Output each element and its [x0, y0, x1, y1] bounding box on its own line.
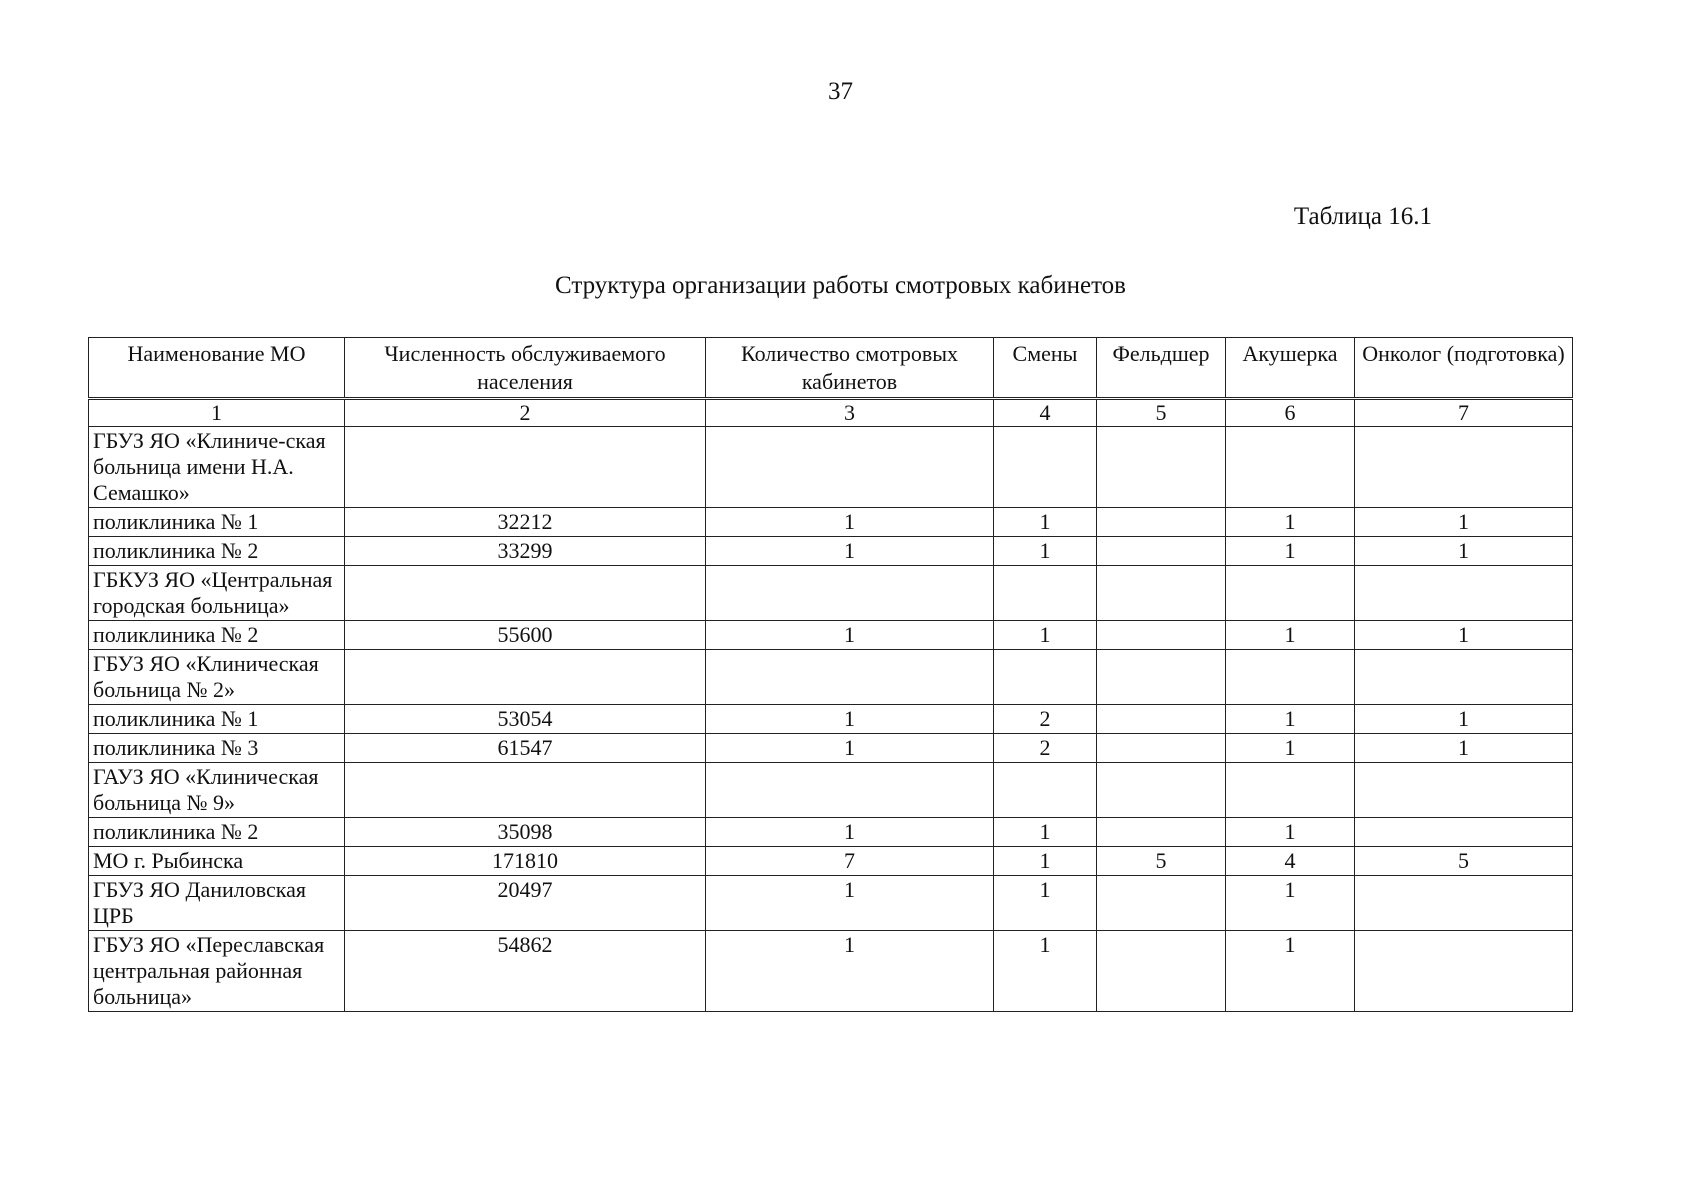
paramedic-cell: 5: [1097, 847, 1226, 876]
paramedic-cell: [1097, 818, 1226, 847]
paramedic-cell: [1097, 621, 1226, 650]
shifts-cell: [994, 763, 1097, 818]
population-cell: [345, 650, 706, 705]
oncologist-cell: [1355, 931, 1573, 1012]
shifts-cell: [994, 427, 1097, 508]
population-cell: 54862: [345, 931, 706, 1012]
rooms-cell: 1: [706, 876, 994, 931]
mo-name-cell: ГБУЗ ЯО Даниловская ЦРБ: [89, 876, 345, 931]
mo-name-cell: поликлиника № 3: [89, 734, 345, 763]
population-cell: 171810: [345, 847, 706, 876]
column-number-row: [89, 399, 1573, 427]
oncologist-cell: [1355, 876, 1573, 931]
population-cell: [345, 427, 706, 508]
oncologist-cell: 5: [1355, 847, 1573, 876]
table-row: [89, 931, 1573, 1012]
table-row: [89, 508, 1573, 537]
population-cell: 32212: [345, 508, 706, 537]
table-row: [89, 734, 1573, 763]
mo-name-cell: поликлиника № 2: [89, 818, 345, 847]
paramedic-cell: [1097, 931, 1226, 1012]
mo-name-cell: поликлиника № 2: [89, 537, 345, 566]
table-row: [89, 763, 1573, 818]
shifts-cell: 2: [994, 734, 1097, 763]
population-cell: 61547: [345, 734, 706, 763]
paramedic-cell: [1097, 650, 1226, 705]
midwife-cell: [1226, 427, 1355, 508]
table-row: [89, 650, 1573, 705]
rooms-cell: 1: [706, 508, 994, 537]
population-cell: 53054: [345, 705, 706, 734]
paramedic-cell: [1097, 537, 1226, 566]
shifts-cell: 2: [994, 705, 1097, 734]
shifts-cell: 1: [994, 508, 1097, 537]
paramedic-cell: [1097, 508, 1226, 537]
oncologist-cell: [1355, 650, 1573, 705]
paramedic-cell: [1097, 427, 1226, 508]
rooms-cell: [706, 650, 994, 705]
header-row: [89, 338, 1573, 399]
oncologist-cell: 1: [1355, 705, 1573, 734]
oncologist-cell: 1: [1355, 537, 1573, 566]
midwife-cell: 1: [1226, 876, 1355, 931]
midwife-cell: [1226, 763, 1355, 818]
table-row: [89, 427, 1573, 508]
shifts-cell: 1: [994, 931, 1097, 1012]
table-row: [89, 818, 1573, 847]
mo-name-cell: МО г. Рыбинска: [89, 847, 345, 876]
population-cell: 35098: [345, 818, 706, 847]
column-number: 1: [89, 399, 345, 427]
mo-name-cell: поликлиника № 1: [89, 508, 345, 537]
rooms-cell: 1: [706, 705, 994, 734]
rooms-cell: 1: [706, 818, 994, 847]
paramedic-cell: [1097, 566, 1226, 621]
mo-name-cell: поликлиника № 1: [89, 705, 345, 734]
rooms-cell: 1: [706, 621, 994, 650]
rooms-cell: [706, 763, 994, 818]
examination-rooms-table: [88, 337, 1573, 1012]
population-cell: 20497: [345, 876, 706, 931]
header-cell: Фельдшер: [1097, 338, 1226, 399]
table-row: [89, 705, 1573, 734]
paramedic-cell: [1097, 705, 1226, 734]
midwife-cell: 1: [1226, 734, 1355, 763]
midwife-cell: 1: [1226, 537, 1355, 566]
oncologist-cell: [1355, 763, 1573, 818]
table-row: [89, 566, 1573, 621]
column-number: 5: [1097, 399, 1226, 427]
shifts-cell: 1: [994, 818, 1097, 847]
table-row: [89, 621, 1573, 650]
midwife-cell: 1: [1226, 621, 1355, 650]
shifts-cell: 1: [994, 876, 1097, 931]
mo-name-cell: ГБУЗ ЯО «Клиниче-ская больница имени Н.А. Семашко»: [89, 427, 345, 508]
mo-name-cell: поликлиника № 2: [89, 621, 345, 650]
shifts-cell: 1: [994, 847, 1097, 876]
header-cell: Онколог (подготовка): [1355, 338, 1573, 399]
rooms-cell: 1: [706, 537, 994, 566]
midwife-cell: 1: [1226, 818, 1355, 847]
rooms-cell: [706, 566, 994, 621]
midwife-cell: [1226, 566, 1355, 621]
midwife-cell: 4: [1226, 847, 1355, 876]
rooms-cell: 1: [706, 734, 994, 763]
shifts-cell: [994, 566, 1097, 621]
oncologist-cell: 1: [1355, 621, 1573, 650]
table-label: Таблица 16.1: [1293, 203, 1432, 230]
mo-name-cell: ГАУЗ ЯО «Клиническая больница № 9»: [89, 763, 345, 818]
population-cell: 33299: [345, 537, 706, 566]
paramedic-cell: [1097, 763, 1226, 818]
table-row: [89, 537, 1573, 566]
mo-name-cell: ГБКУЗ ЯО «Центральная городская больница»: [89, 566, 345, 621]
table-row: [89, 847, 1573, 876]
shifts-cell: [994, 650, 1097, 705]
header-cell: Количество смотровых кабинетов: [706, 338, 994, 399]
column-number: 2: [345, 399, 706, 427]
table-row: [89, 876, 1573, 931]
column-number: 4: [994, 399, 1097, 427]
header-cell: Акушерка: [1226, 338, 1355, 399]
oncologist-cell: 1: [1355, 508, 1573, 537]
header-cell: Численность обслуживаемого населения: [345, 338, 706, 399]
document-title: Структура организации работы смотровых кабинетов: [555, 272, 1126, 299]
population-cell: [345, 763, 706, 818]
population-cell: 55600: [345, 621, 706, 650]
midwife-cell: 1: [1226, 705, 1355, 734]
shifts-cell: 1: [994, 621, 1097, 650]
header-cell: Смены: [994, 338, 1097, 399]
shifts-cell: 1: [994, 537, 1097, 566]
midwife-cell: 1: [1226, 508, 1355, 537]
rooms-cell: 1: [706, 931, 994, 1012]
header-cell: Наименование МО: [89, 338, 345, 399]
oncologist-cell: [1355, 566, 1573, 621]
column-number: 6: [1226, 399, 1355, 427]
oncologist-cell: [1355, 818, 1573, 847]
paramedic-cell: [1097, 876, 1226, 931]
oncologist-cell: 1: [1355, 734, 1573, 763]
population-cell: [345, 566, 706, 621]
column-number: 3: [706, 399, 994, 427]
column-number: 7: [1355, 399, 1573, 427]
page-number: 37: [828, 78, 853, 105]
oncologist-cell: [1355, 427, 1573, 508]
mo-name-cell: ГБУЗ ЯО «Клиническая больница № 2»: [89, 650, 345, 705]
rooms-cell: 7: [706, 847, 994, 876]
rooms-cell: [706, 427, 994, 508]
midwife-cell: 1: [1226, 931, 1355, 1012]
paramedic-cell: [1097, 734, 1226, 763]
midwife-cell: [1226, 650, 1355, 705]
mo-name-cell: ГБУЗ ЯО «Переславская центральная районная больница»: [89, 931, 345, 1012]
